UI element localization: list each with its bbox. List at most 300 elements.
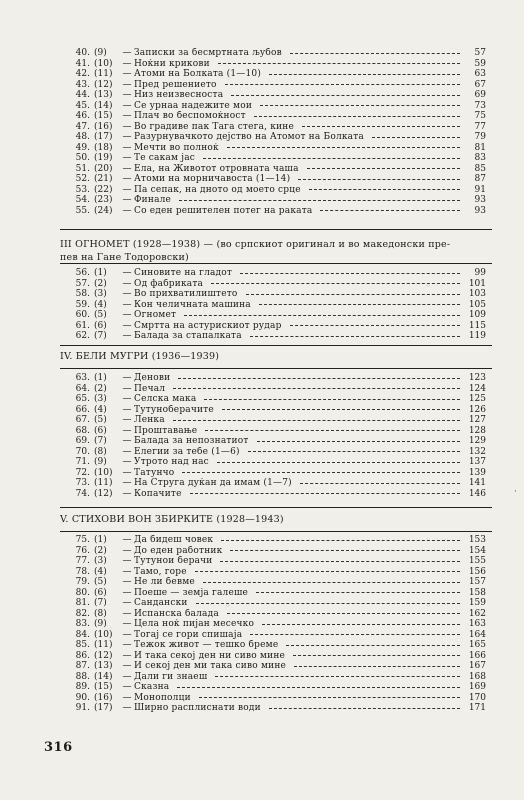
toc-entry xyxy=(60,457,486,468)
entry-dash: — xyxy=(122,619,132,629)
section-divider xyxy=(60,368,492,369)
entry-dash: — xyxy=(122,142,132,153)
section-heading-5: V. СТИХОВИ ВОН ЗБИРКИТЕ (1928—1943) xyxy=(60,514,284,525)
entry-dash: — xyxy=(122,48,132,58)
toc-entry xyxy=(60,661,486,672)
entry-dash: — xyxy=(122,121,132,132)
entry-title: Разурнувачкото дејство на Атомот на Болката xyxy=(134,132,364,142)
entry-title: Поеше — земја галеше xyxy=(134,587,249,598)
entry-dash: — xyxy=(122,650,132,661)
entry-title: Мечти во полноќ xyxy=(134,142,219,153)
entry-page-number: 165 xyxy=(468,640,486,650)
entry-number: 61. xyxy=(75,320,90,331)
entry-number: 89. xyxy=(75,682,90,692)
entry-page-number: 83 xyxy=(474,153,486,163)
entry-page-number: 69 xyxy=(474,90,486,100)
entry-title: Огномет xyxy=(134,310,177,320)
entry-dash: — xyxy=(122,394,132,404)
entry-number: 45. xyxy=(75,100,90,111)
entry-subnumber: (14) xyxy=(94,100,113,111)
entry-page-number: 141 xyxy=(468,478,486,488)
entry-page-number: 167 xyxy=(468,661,486,671)
entry-page-number: 124 xyxy=(468,383,486,394)
entry-dash: — xyxy=(122,566,132,577)
entry-subnumber: (5) xyxy=(94,577,107,587)
entry-dash: — xyxy=(122,111,132,121)
dash-leader xyxy=(269,708,460,709)
entry-dash: — xyxy=(122,446,132,457)
entry-page-number: 166 xyxy=(468,650,486,661)
entry-page-number: 125 xyxy=(468,394,486,404)
entry-subnumber: (3) xyxy=(94,556,107,566)
toc-list-section-4 xyxy=(60,373,486,499)
entry-subnumber: (1) xyxy=(94,535,107,545)
entry-subnumber: (9) xyxy=(94,457,107,467)
entry-dash: — xyxy=(122,383,132,394)
entry-number: 73. xyxy=(75,478,90,488)
dash-leader xyxy=(178,378,460,379)
entry-subnumber: (10) xyxy=(94,629,113,640)
section-divider xyxy=(60,507,492,508)
entry-subnumber: (9) xyxy=(94,619,107,629)
entry-page-number: 154 xyxy=(468,545,486,556)
section-heading-3-line1: III ОГНОМЕТ (1928—1938) — (во српскиот оригинал и во македонски пре- xyxy=(60,239,451,250)
dash-leader xyxy=(227,147,460,148)
entry-number: 60. xyxy=(75,310,90,320)
entry-dash: — xyxy=(122,587,132,598)
entry-subnumber: (7) xyxy=(94,436,107,446)
entry-title: Монополци xyxy=(134,692,191,703)
entry-title: Ширно расплиснати води xyxy=(134,703,261,713)
entry-dash: — xyxy=(122,79,132,90)
entry-title: Печал xyxy=(134,383,166,394)
entry-subnumber: (17) xyxy=(94,703,113,713)
toc-entry xyxy=(60,268,486,279)
entry-title: Од фабриката xyxy=(134,278,204,289)
entry-dash: — xyxy=(122,703,132,713)
dash-leader xyxy=(211,283,460,284)
toc-entry xyxy=(60,489,486,500)
dash-leader xyxy=(307,168,460,169)
entry-number: 43. xyxy=(75,79,90,90)
entry-title: Ленка xyxy=(134,415,165,425)
entry-number: 42. xyxy=(75,69,90,79)
entry-title: Тутуноберачите xyxy=(134,404,214,415)
entry-number: 55. xyxy=(75,205,90,216)
entry-subnumber: (21) xyxy=(94,174,113,184)
toc-entry xyxy=(60,289,486,300)
toc-entry xyxy=(60,279,486,290)
entry-dash: — xyxy=(122,436,132,446)
entry-page-number: 105 xyxy=(468,299,486,310)
entry-dash: — xyxy=(122,425,132,436)
dash-leader xyxy=(286,645,460,646)
dash-leader xyxy=(222,409,460,410)
entry-page-number: 103 xyxy=(468,289,486,299)
entry-title: Синовите на гладот xyxy=(134,268,233,278)
entry-subnumber: (1) xyxy=(94,373,107,383)
entry-subnumber: (12) xyxy=(94,488,113,499)
entry-subnumber: (4) xyxy=(94,566,107,577)
entry-title: Записки за бесмртната љубов xyxy=(134,48,282,58)
entry-title: Кон челичната машина xyxy=(134,299,251,310)
margin-mark: · xyxy=(514,487,517,497)
entry-number: 66. xyxy=(75,404,90,415)
toc-entry xyxy=(60,640,486,651)
toc-entry xyxy=(60,90,486,101)
entry-number: 58. xyxy=(75,289,90,299)
entry-page-number: 146 xyxy=(468,488,486,499)
dash-leader xyxy=(177,687,460,688)
dash-leader xyxy=(290,53,460,54)
entry-number: 41. xyxy=(75,58,90,69)
dash-leader xyxy=(184,315,460,316)
toc-entry xyxy=(60,609,486,620)
dash-leader xyxy=(220,561,460,562)
dash-leader xyxy=(231,95,460,96)
entry-dash: — xyxy=(122,661,132,671)
toc-entry xyxy=(60,164,486,175)
entry-number: 79. xyxy=(75,577,90,587)
dash-leader xyxy=(290,325,460,326)
entry-page-number: 75 xyxy=(474,111,486,121)
entry-page-number: 67 xyxy=(474,79,486,90)
entry-subnumber: (6) xyxy=(94,587,107,598)
entry-subnumber: (14) xyxy=(94,671,113,682)
entry-subnumber: (2) xyxy=(94,383,107,394)
dash-leader xyxy=(300,483,460,484)
entry-title: Сказна xyxy=(134,682,170,692)
entry-dash: — xyxy=(122,404,132,415)
entry-dash: — xyxy=(122,195,132,205)
entry-title: Испанска балада xyxy=(134,608,219,619)
toc-entry xyxy=(60,122,486,133)
entry-number: 87. xyxy=(75,661,90,671)
entry-title: Пред решението xyxy=(134,79,217,90)
entry-dash: — xyxy=(122,488,132,499)
entry-dash: — xyxy=(122,153,132,163)
entry-dash: — xyxy=(122,640,132,650)
entry-title: Селска мака xyxy=(134,394,197,404)
entry-subnumber: (8) xyxy=(94,608,107,619)
toc-entry xyxy=(60,619,486,630)
entry-title: Смртта на астурискиот рудар xyxy=(134,320,282,331)
toc-entry xyxy=(60,556,486,567)
dash-leader xyxy=(204,399,460,400)
entry-number: 83. xyxy=(75,619,90,629)
dash-leader xyxy=(293,655,460,656)
entry-dash: — xyxy=(122,268,132,278)
entry-title: Елегии за тебе (1—6) xyxy=(134,446,240,457)
toc-entry xyxy=(60,535,486,546)
entry-title: Тамо, горе xyxy=(134,566,187,577)
entry-title: Дали ги знаеш xyxy=(134,671,208,682)
dash-leader xyxy=(230,550,460,551)
entry-number: 88. xyxy=(75,671,90,682)
section-heading-3-line2: пев на Гане Тодоровски) xyxy=(60,252,189,263)
entry-number: 48. xyxy=(75,132,90,142)
dash-leader xyxy=(309,189,460,190)
entry-number: 90. xyxy=(75,692,90,703)
entry-subnumber: (18) xyxy=(94,142,113,153)
toc-entry xyxy=(60,185,486,196)
entry-title: Во прихватилиштето xyxy=(134,289,238,299)
dash-leader xyxy=(173,420,460,421)
entry-number: 52. xyxy=(75,174,90,184)
entry-dash: — xyxy=(122,692,132,703)
toc-entry xyxy=(60,80,486,91)
entry-number: 81. xyxy=(75,598,90,608)
entry-page-number: 73 xyxy=(474,100,486,111)
entry-dash: — xyxy=(122,629,132,640)
entry-subnumber: (2) xyxy=(94,545,107,556)
toc-entry xyxy=(60,111,486,122)
section-heading-4: IV. БЕЛИ МУГРИ (1936—1939) xyxy=(60,351,220,362)
dash-leader xyxy=(227,613,460,614)
entry-title: Низ неизвесноста xyxy=(134,90,224,100)
entry-page-number: 127 xyxy=(468,415,486,425)
entry-number: 50. xyxy=(75,153,90,163)
dash-leader xyxy=(196,603,460,604)
entry-title: Балада за непознатиот xyxy=(134,436,249,446)
entry-dash: — xyxy=(122,289,132,299)
toc-entry xyxy=(60,426,486,437)
entry-number: 46. xyxy=(75,111,90,121)
entry-subnumber: (17) xyxy=(94,132,113,142)
entry-page-number: 59 xyxy=(474,58,486,69)
entry-title: До еден работник xyxy=(134,545,223,556)
dash-leader xyxy=(190,493,460,494)
entry-number: 62. xyxy=(75,331,90,341)
entry-number: 68. xyxy=(75,425,90,436)
toc-entry xyxy=(60,447,486,458)
entry-dash: — xyxy=(122,457,132,467)
toc-entry xyxy=(60,300,486,311)
entry-number: 49. xyxy=(75,142,90,153)
entry-dash: — xyxy=(122,478,132,488)
dash-leader xyxy=(259,304,460,305)
entry-page-number: 158 xyxy=(468,587,486,598)
entry-number: 84. xyxy=(75,629,90,640)
entry-page-number: 164 xyxy=(468,629,486,640)
entry-subnumber: (4) xyxy=(94,404,107,415)
dash-leader xyxy=(240,273,460,274)
entry-number: 77. xyxy=(75,556,90,566)
entry-subnumber: (1) xyxy=(94,268,107,278)
entry-page-number: 169 xyxy=(468,682,486,692)
entry-page-number: 79 xyxy=(474,132,486,142)
entry-number: 57. xyxy=(75,278,90,289)
entry-subnumber: (6) xyxy=(94,320,107,331)
entry-page-number: 63 xyxy=(474,69,486,79)
toc-list-section-3 xyxy=(60,268,486,342)
entry-page-number: 123 xyxy=(468,373,486,383)
entry-subnumber: (15) xyxy=(94,111,113,121)
entry-page-number: 162 xyxy=(468,608,486,619)
dash-leader xyxy=(298,179,460,180)
entry-page-number: 139 xyxy=(468,467,486,478)
entry-title: На Струга дуќан да имам (1—7) xyxy=(134,478,292,488)
dash-leader xyxy=(302,126,460,127)
entry-title: Цела ноќ пијан месечко xyxy=(134,619,255,629)
entry-subnumber: (11) xyxy=(94,640,113,650)
entry-subnumber: (16) xyxy=(94,692,113,703)
entry-page-number: 115 xyxy=(468,320,486,331)
section-heading-3 xyxy=(60,238,490,264)
entry-title: Ела, на Животот отровната чаша xyxy=(134,163,299,174)
entry-page-number: 101 xyxy=(468,278,486,289)
entry-page-number: 91 xyxy=(474,184,486,195)
entry-number: 40. xyxy=(75,48,90,58)
dash-leader xyxy=(320,210,460,211)
toc-entry xyxy=(60,651,486,662)
entry-subnumber: (15) xyxy=(94,682,113,692)
entry-page-number: 155 xyxy=(468,556,486,566)
toc-entry xyxy=(60,132,486,143)
entry-title: Не ли бевме xyxy=(134,577,195,587)
toc-entry xyxy=(60,703,486,714)
toc-entry xyxy=(60,331,486,342)
dash-leader xyxy=(215,676,460,677)
entry-subnumber: (3) xyxy=(94,394,107,404)
dash-leader xyxy=(269,74,460,75)
entry-page-number: 159 xyxy=(468,598,486,608)
entry-page-number: 87 xyxy=(474,174,486,184)
entry-title: Атоми на морничавоста (1—14) xyxy=(134,174,291,184)
entry-dash: — xyxy=(122,577,132,587)
entry-number: 69. xyxy=(75,436,90,446)
entry-subnumber: (10) xyxy=(94,58,113,69)
entry-subnumber: (10) xyxy=(94,467,113,478)
section-divider xyxy=(60,531,492,532)
toc-entry xyxy=(60,682,486,693)
dash-leader xyxy=(248,451,460,452)
entry-title: Утрото над нас xyxy=(134,457,209,467)
dash-leader xyxy=(260,105,460,106)
entry-number: 47. xyxy=(75,121,90,132)
entry-title: Да бидеш човек xyxy=(134,535,214,545)
toc-entry xyxy=(60,577,486,588)
entry-subnumber: (11) xyxy=(94,69,113,79)
entry-number: 78. xyxy=(75,566,90,577)
toc-entry xyxy=(60,415,486,426)
toc-entry xyxy=(60,672,486,683)
entry-title: Копачите xyxy=(134,488,182,499)
dash-leader xyxy=(250,336,460,337)
entry-title: Сандански xyxy=(134,598,188,608)
entry-number: 53. xyxy=(75,184,90,195)
entry-dash: — xyxy=(122,671,132,682)
toc-entry xyxy=(60,546,486,557)
entry-subnumber: (22) xyxy=(94,184,113,195)
entry-dash: — xyxy=(122,205,132,216)
entry-dash: — xyxy=(122,100,132,111)
entry-subnumber: (5) xyxy=(94,415,107,425)
dash-leader xyxy=(221,540,460,541)
entry-title: И секој ден ми така сиво мине xyxy=(134,661,287,671)
entry-title: Финале xyxy=(134,195,172,205)
entry-title: Тогај се гори спишаја xyxy=(134,629,243,640)
entry-number: 75. xyxy=(75,535,90,545)
entry-number: 76. xyxy=(75,545,90,556)
entry-title: Па сепак, на дното од моето срце xyxy=(134,184,301,195)
toc-entry xyxy=(60,101,486,112)
entry-page-number: 153 xyxy=(468,535,486,545)
entry-subnumber: (19) xyxy=(94,153,113,163)
toc-entry xyxy=(60,598,486,609)
entry-number: 54. xyxy=(75,195,90,205)
toc-entry xyxy=(60,310,486,321)
entry-dash: — xyxy=(122,299,132,310)
toc-entry xyxy=(60,206,486,217)
entry-number: 74. xyxy=(75,488,90,499)
entry-subnumber: (2) xyxy=(94,278,107,289)
entry-dash: — xyxy=(122,69,132,79)
entry-number: 80. xyxy=(75,587,90,598)
entry-subnumber: (7) xyxy=(94,331,107,341)
entry-dash: — xyxy=(122,608,132,619)
entry-title: Тутунои берачи xyxy=(134,556,213,566)
entry-dash: — xyxy=(122,132,132,142)
dash-leader xyxy=(250,634,460,635)
entry-page-number: 168 xyxy=(468,671,486,682)
entry-title: Балада за стапалката xyxy=(134,331,242,341)
dash-leader xyxy=(205,430,460,431)
dash-leader xyxy=(225,84,460,85)
toc-entry xyxy=(60,384,486,395)
entry-dash: — xyxy=(122,90,132,100)
entry-number: 71. xyxy=(75,457,90,467)
entry-number: 86. xyxy=(75,650,90,661)
entry-subnumber: (24) xyxy=(94,205,113,216)
entry-dash: — xyxy=(122,415,132,425)
entry-subnumber: (12) xyxy=(94,650,113,661)
entry-subnumber: (13) xyxy=(94,661,113,671)
toc-entry xyxy=(60,321,486,332)
entry-number: 65. xyxy=(75,394,90,404)
dash-leader xyxy=(217,462,460,463)
entry-page-number: 126 xyxy=(468,404,486,415)
section-divider xyxy=(60,263,492,264)
entry-dash: — xyxy=(122,320,132,331)
entry-number: 91. xyxy=(75,703,90,713)
entry-subnumber: (3) xyxy=(94,289,107,299)
toc-entry xyxy=(60,373,486,384)
toc-entry xyxy=(60,630,486,641)
entry-dash: — xyxy=(122,163,132,174)
dash-leader xyxy=(256,592,460,593)
dash-leader xyxy=(254,116,460,117)
dash-leader xyxy=(179,200,460,201)
entry-page-number: 81 xyxy=(474,142,486,153)
entry-page-number: 156 xyxy=(468,566,486,577)
entry-page-number: 163 xyxy=(468,619,486,629)
entry-subnumber: (16) xyxy=(94,121,113,132)
dash-leader xyxy=(182,472,460,473)
toc-entry xyxy=(60,153,486,164)
entry-dash: — xyxy=(122,174,132,184)
entry-number: 56. xyxy=(75,268,90,278)
entry-page-number: 132 xyxy=(468,446,486,457)
entry-page-number: 99 xyxy=(474,268,486,278)
toc-entry xyxy=(60,468,486,479)
entry-title: Проштавање xyxy=(134,425,198,436)
entry-subnumber: (9) xyxy=(94,48,107,58)
entry-subnumber: (8) xyxy=(94,446,107,457)
toc-entry xyxy=(60,48,486,59)
entry-dash: — xyxy=(122,682,132,692)
entry-number: 82. xyxy=(75,608,90,619)
